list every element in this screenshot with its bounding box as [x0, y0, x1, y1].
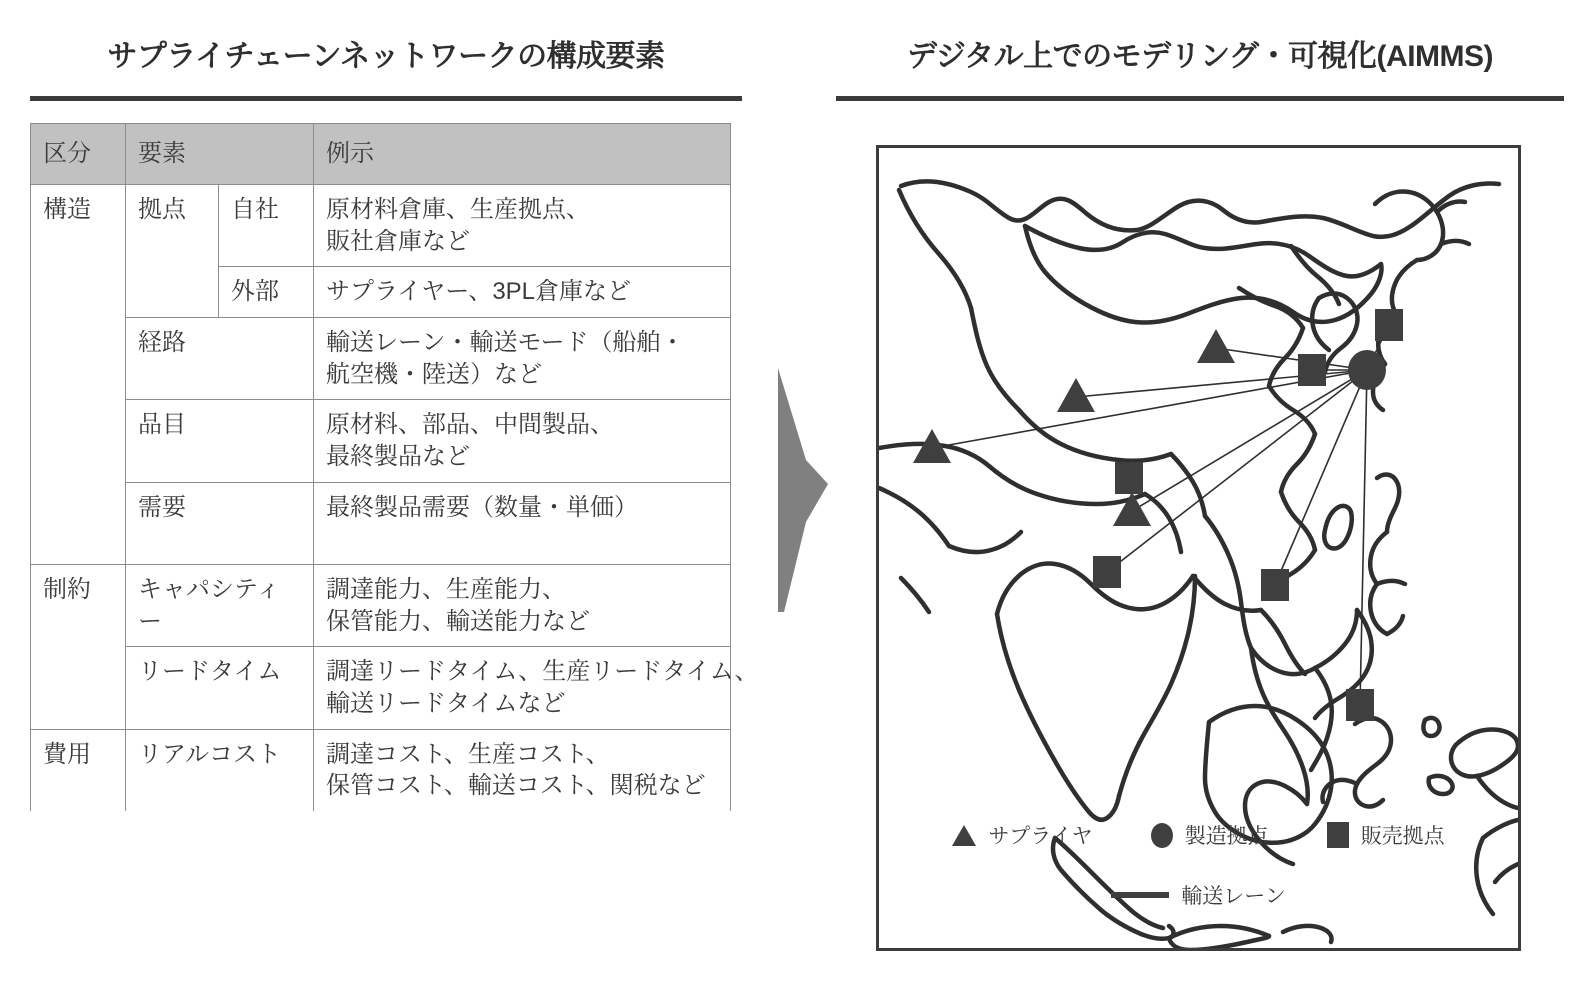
example-line-spacer — [326, 523, 720, 555]
legend-row-lane — [879, 880, 1518, 910]
cell-example-demand — [314, 482, 731, 564]
example-line: 調達能力、生産能力、 — [326, 576, 566, 604]
table-row — [31, 729, 731, 811]
example-line: 調達コスト、生産コスト、 — [326, 740, 610, 768]
cell-element-capacity: キャパシティー — [126, 565, 314, 647]
left-panel-title: サプライチェーンネットワークの構成要素 — [107, 40, 665, 73]
table-row — [31, 318, 731, 400]
cell-category-cost: 費用 — [31, 729, 126, 811]
example-line: 最終製品など — [326, 443, 470, 471]
legend-item-sales — [1327, 820, 1445, 850]
transport-lane — [1360, 370, 1367, 705]
column-header-example: 例示 — [314, 124, 731, 185]
example-line: 保管能力、輸送能力など — [326, 607, 590, 635]
cell-category-structure: 構造 — [31, 185, 126, 565]
cell-element-demand: 需要 — [126, 482, 314, 564]
table-row — [31, 565, 731, 647]
sales-site-marker[interactable] — [1115, 462, 1143, 494]
legend-label-lane: 輸送レーン — [1181, 885, 1286, 908]
example-line: 調達リードタイム、生産リードタイム、 — [326, 658, 759, 686]
cell-element-route: 経路 — [126, 318, 314, 400]
right-title-divider — [836, 96, 1564, 101]
legend-row-symbols — [879, 820, 1518, 850]
example-line: 輸送レーン・輸送モード（船舶・ — [326, 329, 685, 357]
cell-example-own — [314, 185, 731, 267]
sales-site-marker[interactable] — [1261, 569, 1289, 601]
supply-chain-elements-table — [30, 123, 759, 811]
left-title-divider — [30, 96, 742, 101]
example-line: 保管コスト、輸送コスト、関税など — [326, 772, 706, 800]
cell-example-external — [314, 267, 731, 318]
legend-item-supplier — [952, 820, 1092, 850]
example-line: サプライヤー、3PL倉庫など — [326, 278, 632, 306]
example-line: 原材料倉庫、生産拠点、 — [326, 196, 590, 223]
aimms-map-visualization[interactable] — [876, 145, 1521, 951]
sales-site-marker[interactable] — [1093, 556, 1121, 588]
plant-site-marker[interactable] — [1348, 350, 1386, 390]
triangle-icon — [952, 825, 976, 846]
cell-example-leadtime — [314, 647, 759, 729]
table-row — [31, 482, 731, 564]
column-header-division: 区分 — [31, 124, 126, 185]
sales-site-marker[interactable] — [1298, 354, 1326, 386]
supplier-site-marker[interactable] — [1197, 329, 1235, 363]
example-line: 航空機・陸送）など — [326, 360, 542, 388]
cell-example-capacity — [314, 565, 731, 647]
legend-label-plant: 製造拠点 — [1184, 825, 1269, 848]
legend-label-supplier: サプライヤ — [988, 825, 1093, 848]
table-row — [31, 400, 731, 482]
legend-label-sales: 販売拠点 — [1360, 825, 1445, 848]
cell-example-route — [314, 318, 731, 400]
example-line: 販社倉庫など — [326, 227, 470, 255]
cell-element-leadtime: リードタイム — [126, 647, 314, 729]
map-legend — [879, 820, 1518, 910]
cell-element-realcost: リアルコスト — [126, 729, 314, 811]
cell-element-base: 拠点 — [126, 185, 219, 318]
cell-example-item — [314, 400, 731, 482]
legend-item-plant — [1151, 820, 1269, 850]
table-header-row — [31, 124, 731, 185]
right-chevron-arrow — [776, 364, 830, 616]
table-row — [31, 647, 731, 729]
supplier-site-marker[interactable] — [1113, 492, 1151, 526]
right-panel — [836, 40, 1564, 980]
cell-example-realcost — [314, 729, 731, 811]
transport-lane — [1107, 370, 1367, 572]
cell-category-constraint: 制約 — [31, 565, 126, 730]
circle-icon — [1151, 823, 1173, 848]
sales-site-marker[interactable] — [1346, 689, 1374, 721]
example-line: 原材料、部品、中間製品、 — [326, 411, 614, 439]
right-panel-title: デジタル上でのモデリング・可視化(AIMMS) — [906, 40, 1494, 73]
column-header-element: 要素 — [126, 124, 314, 185]
cell-sub-external: 外部 — [219, 267, 314, 318]
square-icon — [1327, 822, 1349, 848]
table-row — [31, 185, 731, 267]
line-icon — [1111, 892, 1169, 898]
legend-item-lane — [1111, 880, 1286, 910]
cell-sub-own: 自社 — [219, 185, 314, 267]
example-line: 輸送リードタイムなど — [326, 690, 566, 718]
sales-site-marker[interactable] — [1375, 309, 1403, 341]
left-panel — [30, 40, 759, 980]
example-line: 最終製品需要（数量・単価） — [326, 493, 638, 521]
cell-element-item: 品目 — [126, 400, 314, 482]
